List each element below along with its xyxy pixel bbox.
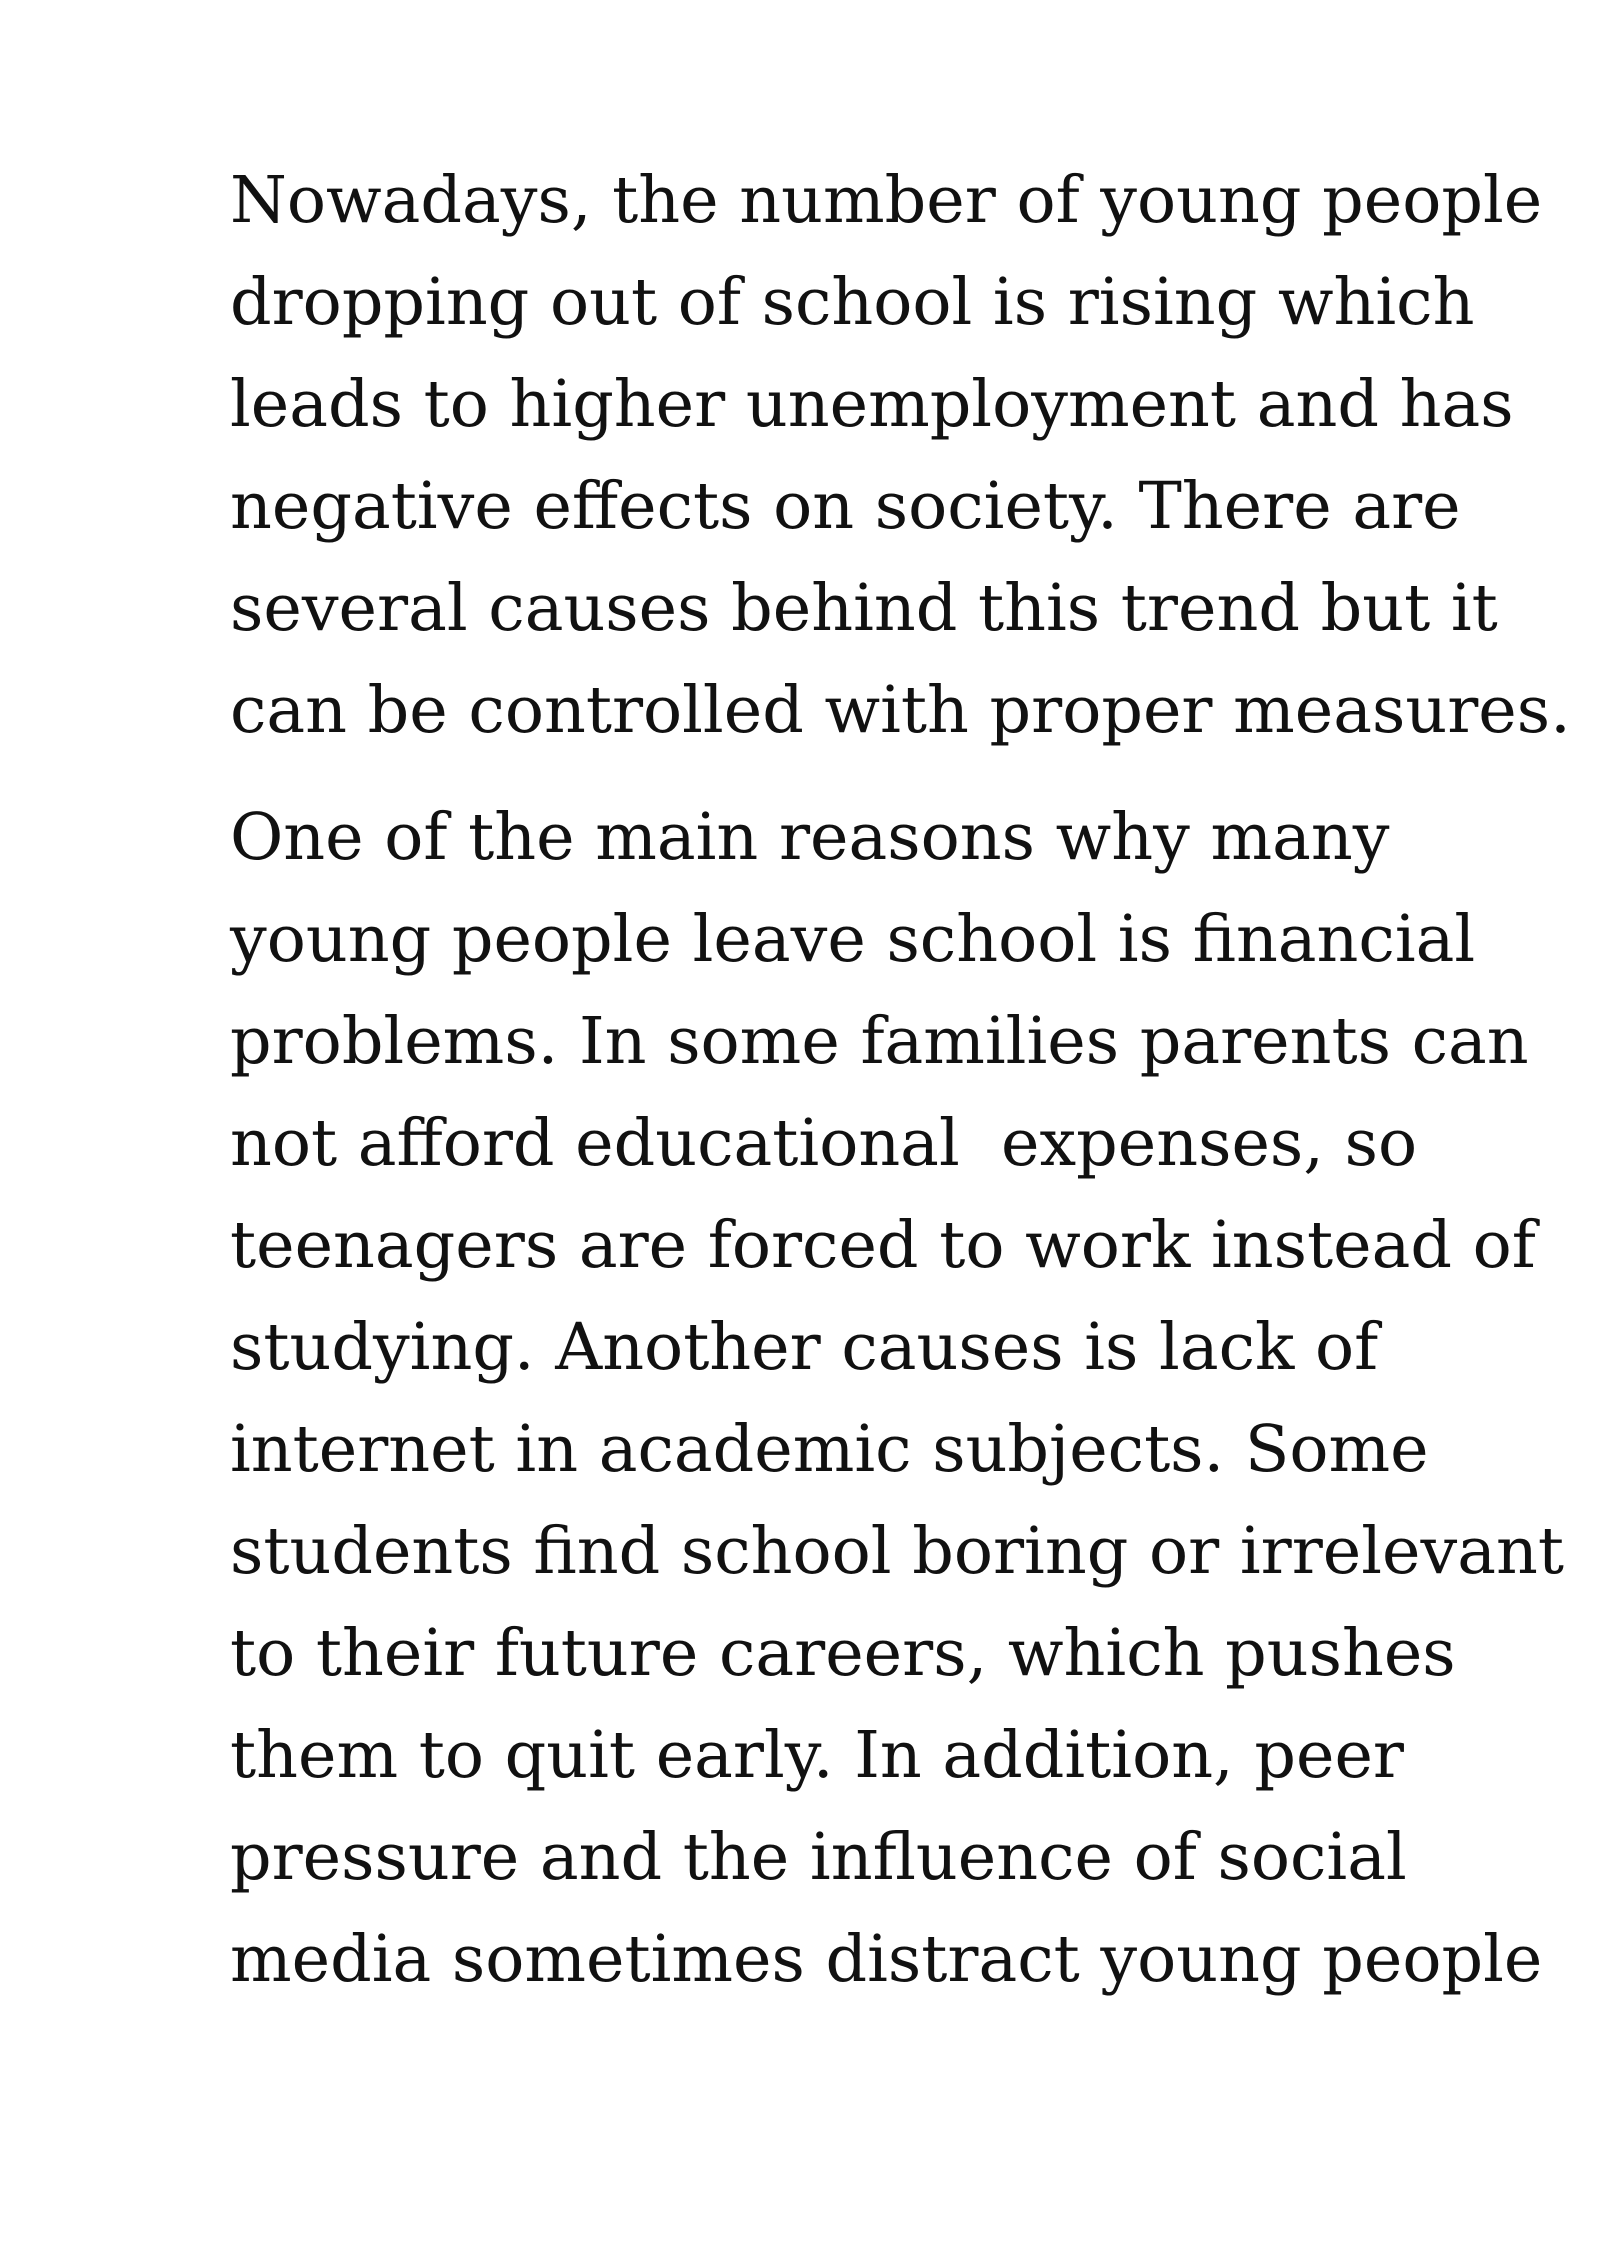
text-line: can be controlled with proper measures. <box>230 673 1571 748</box>
text-line: pressure and the influence of social <box>230 1820 1407 1895</box>
text-line: negative effects on society. There are <box>230 469 1461 544</box>
text-line: One of the main reasons why many <box>230 800 1390 875</box>
essay-text <box>230 150 1571 2011</box>
text-line: studying. Another causes is lack of <box>230 1310 1379 1385</box>
text-line: internet in academic subjects. Some <box>230 1412 1429 1487</box>
text-line: teenagers are forced to work instead of <box>230 1208 1536 1283</box>
text-line: young people leave school is financial <box>230 902 1476 977</box>
text-line: problems. In some families parents can <box>230 1004 1529 1079</box>
text-line: leads to higher unemployment and has <box>230 367 1514 442</box>
text-line: students find school boring or irrelevant <box>230 1514 1564 1589</box>
paragraph-intro <box>230 150 1571 762</box>
text-line: Nowadays, the number of young people <box>230 163 1543 238</box>
text-line: dropping out of school is rising which <box>230 265 1475 340</box>
text-line: to their future careers, which pushes <box>230 1616 1456 1691</box>
paragraph-causes <box>230 787 1564 2011</box>
text-line: them to quit early. In addition, peer <box>230 1718 1404 1793</box>
text-line: not afford educational expenses, so <box>230 1106 1418 1181</box>
text-line: media sometimes distract young people <box>230 1922 1543 1997</box>
text-line: several causes behind this trend but it <box>230 571 1498 646</box>
